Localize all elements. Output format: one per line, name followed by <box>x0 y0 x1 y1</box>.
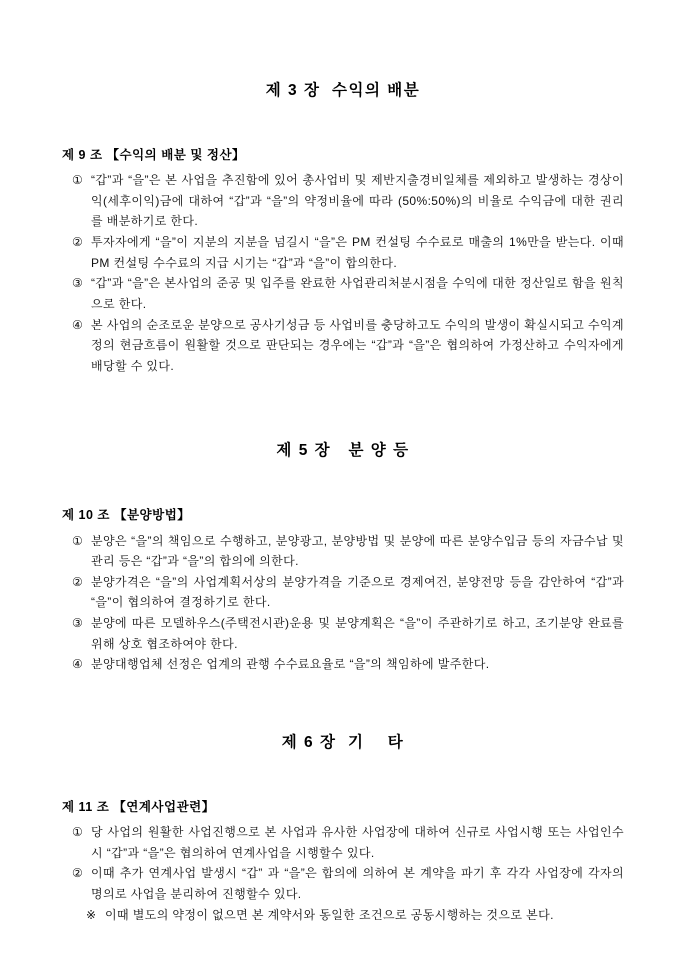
article-10-clause-4 <box>72 654 624 675</box>
article-9-clause-4 <box>72 315 624 377</box>
reference-mark-icon: ※ <box>86 907 97 922</box>
clause-number-4: ④ <box>72 657 83 672</box>
article-9-clause-1 <box>72 170 624 232</box>
clause-number-2: ② <box>72 574 83 589</box>
article-11-heading: 제 11 조 【연계사업관련】 <box>62 799 215 814</box>
clause-text: 분양은 “을”의 책임으로 수행하고, 분양광고, 분양방법 및 분양에 따른 분양수입금 등의 자금수납 및 관리 등은 “갑”과 “을”의 합의에 의한다. <box>91 533 624 569</box>
article-11-clause-2 <box>72 863 624 904</box>
clause-number-3: ③ <box>72 276 83 291</box>
chapter-3-title: 제 3 장 수익의 배분 <box>265 82 421 99</box>
chapter-5-section <box>62 438 624 675</box>
article-10-clause-1 <box>72 531 624 572</box>
clause-text: “갑”과 “을”은 본 사업을 추진함에 있어 총사업비 및 제반지출경비일체를 제외하고 발생하는 경상이익(세후이익)금에 대하여 “갑”과 “을”의 약정비율에 따라 (50%:50%)의 비율로 수익금에 대한 권리를 배분하기로 한다. <box>91 173 624 229</box>
article-9-clause-2 <box>72 232 624 273</box>
clause-number-2: ② <box>72 866 83 881</box>
clause-number-3: ③ <box>72 616 83 631</box>
chapter-6-section <box>62 730 624 925</box>
article-10-clause-3 <box>72 613 624 654</box>
clause-text: 분양에 따른 모델하우스(주택전시관)운용 및 분양계획은 “을”이 주관하기로 하고, 조기분양 완료를 위해 상호 협조하여야 한다. <box>91 616 624 651</box>
article-10-heading: 제 10 조 【분양방법】 <box>62 508 191 523</box>
clause-text: 분양대행업체 선정은 업계의 관행 수수료요율로 “을”의 책임하에 발주한다. <box>91 657 490 672</box>
clause-number-2: ② <box>72 235 83 250</box>
clause-text: 본 사업의 순조로운 분양으로 공사기성금 등 사업비를 충당하고도 수익의 발생이 확실시되고 수익계정의 현금흐름이 원활할 것으로 판단되는 경우에는 “갑”과 “을”은 협의하여 가정산하고 수익자에게 배당할 수 있다. <box>91 317 624 373</box>
clause-number-1: ① <box>72 825 83 840</box>
clause-text: 이때 추가 연계사업 발생시 “갑” 과 “을”은 합의에 의하여 본 계약을 파기 후 각각 사업장에 각자의 명의로 사업을 분리하여 진행할수 있다. <box>91 866 624 901</box>
clause-text: 당 사업의 원활한 사업진행으로 본 사업과 유사한 사업장에 대하여 신규로 사업시행 또는 사업인수 시 “갑”과 “을”은 협의하여 연계사업을 시행할수 있다. <box>91 825 624 860</box>
article-9-clause-3 <box>72 273 624 314</box>
article-11-clause-1 <box>72 822 624 863</box>
clause-text: 분양가격은 “을”의 사업계획서상의 분양가격을 기준으로 경제여건, 분양전망 등을 감안하여 “갑”과 “을”이 협의하여 결정하기로 한다. <box>91 574 624 610</box>
clause-number-4: ④ <box>72 317 83 332</box>
article-10-clause-2 <box>72 572 624 613</box>
chapter-3-section <box>62 78 624 376</box>
clause-text: 투자자에게 “을”이 지분의 지분을 넘길시 “을”은 PM 컨설팅 수수료로 매출의 1%만을 받는다. 이때 PM 컨설팅 수수료의 지급 시기는 “갑”과 “을”이 합의한다. <box>91 235 624 270</box>
chapter-6-title: 제 6 장 기 타 <box>281 733 405 751</box>
note-text: 이때 별도의 약정이 없으면 본 계약서와 동일한 조건으로 공동시행하는 것으로 본다. <box>105 907 554 922</box>
article-9-heading: 제 9 조 【수익의 배분 및 정산】 <box>62 147 246 162</box>
clause-text: “갑”과 “을”은 본사업의 준공 및 입주를 완료한 사업관리처분시점을 수익에 대한 정산일로 함을 원칙으로 한다. <box>91 276 624 311</box>
article-11-note <box>86 905 624 926</box>
chapter-5-title: 제 5 장 분 양 등 <box>276 442 410 460</box>
clause-number-1: ① <box>72 533 83 548</box>
clause-number-1: ① <box>72 173 83 188</box>
